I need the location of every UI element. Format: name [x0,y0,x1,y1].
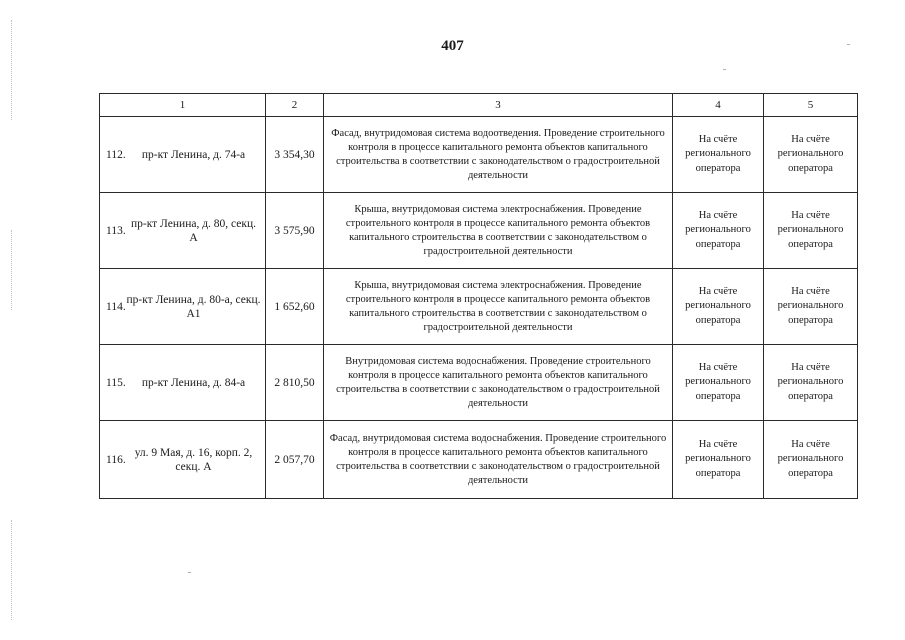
address-text: пр-кт Ленина, д. 80, секц. А [130,217,257,244]
row-number: 114. [106,300,126,313]
area-cell: 1 652,60 [266,269,324,345]
capital-repair-table [99,93,858,499]
address-text: пр-кт Ленина, д. 84-а [141,376,246,389]
table-row [100,193,858,269]
work-description-cell: Крыша, внутридомовая система электроснабжения. Проведение строительного контроля в процессе капитального ремонта объектов капитального строительства в соответствии с законодательством о градостроительной деятельности [324,193,673,269]
address-text: пр-кт Ленина, д. 80-а, секц. А1 [126,293,261,320]
scan-edge-mark [11,520,12,620]
area-cell: 2 057,70 [266,421,324,499]
scan-edge-mark [11,230,12,310]
row-number: 115. [106,376,126,389]
column-header: 4 [673,94,764,117]
column-5-cell: На счёте регионального оператора [764,421,858,499]
area-cell: 3 354,30 [266,117,324,193]
scan-speck [188,572,191,573]
table-row [100,117,858,193]
work-description-cell: Внутридомовая система водоснабжения. Проведение строительного контроля в процессе капитального ремонта объектов капитального строительства в соответствии с законодательством о градостроительной деятельности [324,345,673,421]
area-cell: 3 575,90 [266,193,324,269]
column-header: 3 [324,94,673,117]
column-header: 5 [764,94,858,117]
column-5-cell: На счёте регионального оператора [764,345,858,421]
header-row [100,94,858,117]
address-text: ул. 9 Мая, д. 16, корп. 2, секц. А [134,446,253,473]
column-5-cell: На счёте регионального оператора [764,193,858,269]
scan-edge-mark [11,20,12,120]
page-number: 407 [441,38,464,54]
address-cell [100,117,266,193]
row-number: 116. [106,453,126,466]
column-header: 2 [266,94,324,117]
address-text: пр-кт Ленина, д. 74-а [141,148,246,161]
address-cell [100,269,266,345]
work-description-cell: Фасад, внутридомовая система водоотведения. Проведение строительного контроля в процессе капитального ремонта объектов капитального строительства в соответствии с законодательством о градостроительной деятельности [324,117,673,193]
address-cell [100,193,266,269]
table-row [100,345,858,421]
column-5-cell: На счёте регионального оператора [764,117,858,193]
column-4-cell: На счёте регионального оператора [673,345,764,421]
work-description-cell: Фасад, внутридомовая система водоснабжения. Проведение строительного контроля в процессе капитального ремонта объектов капитального строительства в соответствии с законодательством о градостроительной деятельности [324,421,673,499]
scan-speck [723,69,726,70]
table-row [100,421,858,499]
row-number: 113. [106,224,126,237]
table-row [100,269,858,345]
address-cell [100,345,266,421]
column-header: 1 [100,94,266,117]
work-description-cell: Крыша, внутридомовая система электроснабжения. Проведение строительного контроля в процессе капитального ремонта объектов капитального строительства в соответствии с законодательством о градостроительной деятельности [324,269,673,345]
column-4-cell: На счёте регионального оператора [673,193,764,269]
address-cell [100,421,266,499]
column-5-cell: На счёте регионального оператора [764,269,858,345]
row-number: 112. [106,148,126,161]
area-cell: 2 810,50 [266,345,324,421]
column-4-cell: На счёте регионального оператора [673,117,764,193]
column-4-cell: На счёте регионального оператора [673,269,764,345]
column-4-cell: На счёте регионального оператора [673,421,764,499]
